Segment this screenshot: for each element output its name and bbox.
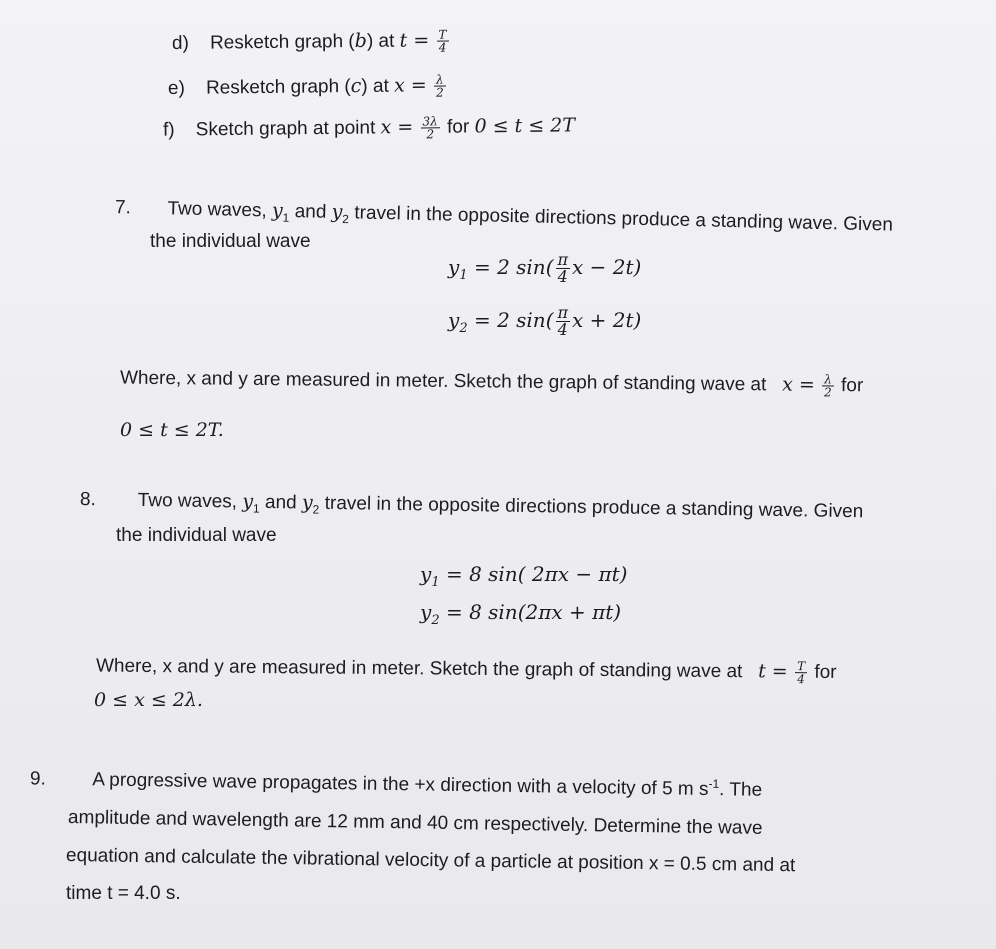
q7-line1-b: and xyxy=(289,200,332,223)
q8-line1 xyxy=(80,489,864,525)
item-e-frac-num: λ xyxy=(434,74,446,87)
q9-l4-a: time xyxy=(66,883,108,904)
q8-line1-c: travel in the opposite directions produce a standing wave. Given xyxy=(319,492,864,523)
item-e-text: Resketch graph ( xyxy=(205,76,351,99)
q7-eq1-sub: 1 xyxy=(459,268,468,283)
q7-cond-lhs: x = xyxy=(782,373,815,396)
q7-y1-sub: 1 xyxy=(282,210,290,225)
q9-line3: equation and calculate the vibrational velocity of a particle at position x = 0.5 cm and at xyxy=(65,845,796,877)
q7-for: for xyxy=(840,375,864,397)
item-e-fraction xyxy=(434,74,446,99)
q8-cond-fraction xyxy=(795,660,807,685)
item-f-frac-num: 3λ xyxy=(422,114,438,129)
q9-l4-c: s. xyxy=(160,883,181,904)
q9-line4 xyxy=(66,884,181,905)
q7-where xyxy=(120,366,864,399)
q8-line1-a: Two waves, xyxy=(137,489,243,513)
item-f-range: 0 ≤ t ≤ 2T xyxy=(474,114,576,138)
q8-y2: y xyxy=(301,491,313,514)
q8-y1-sub: 1 xyxy=(252,501,260,516)
q9-l1-sup: -1 xyxy=(708,776,720,791)
item-e-frac-den: 2 xyxy=(436,85,444,100)
q8-cond-lhs: t = xyxy=(758,660,788,683)
q8-y2-sub: 2 xyxy=(312,502,320,517)
item-f xyxy=(163,114,575,143)
q7-cond-frac-num: λ xyxy=(822,373,834,386)
q9-number: 9. xyxy=(29,768,47,790)
item-f-text2: for xyxy=(441,116,475,138)
q8-for: for xyxy=(814,661,837,683)
q8-cond-frac-num: T xyxy=(797,659,806,674)
item-d xyxy=(172,29,451,57)
q7-line1-c: travel in the opposite directions produce a standing wave. Given xyxy=(348,202,894,236)
q8-number: 8. xyxy=(79,489,97,511)
q8-cond-frac-den: 4 xyxy=(797,672,805,687)
item-d-fraction xyxy=(436,29,448,54)
item-e-label: e) xyxy=(167,77,186,99)
item-e-cond: x = xyxy=(393,74,427,97)
q8-eq1-sub: 1 xyxy=(431,575,440,590)
item-d-label: d) xyxy=(171,32,190,54)
q9-l1-a: A progressive wave propagates in the +x direction with a velocity of 5 m s xyxy=(92,769,709,800)
q7-eq1-a: = 2 sin( xyxy=(467,255,554,279)
q7-eq1-lhs: y xyxy=(448,255,460,279)
q7-y2: y xyxy=(331,200,343,224)
q8-line1-b: and xyxy=(259,491,303,514)
q8-line2: the individual wave xyxy=(116,525,277,546)
q8-eq2-sub: 2 xyxy=(431,613,440,628)
q7-eq2-fraction xyxy=(556,305,571,338)
q8-where xyxy=(96,654,837,685)
item-d-var: b xyxy=(354,29,367,53)
item-e-var: c xyxy=(350,74,362,98)
item-e-text2: ) at xyxy=(361,75,395,97)
q7-cond-fraction xyxy=(822,373,834,398)
q8-equation-1 xyxy=(420,562,627,590)
q9-line1 xyxy=(30,767,762,802)
q7-equation-1 xyxy=(448,252,641,285)
item-f-frac-den: 2 xyxy=(426,127,435,142)
q8-eq1-lhs: y xyxy=(420,562,432,586)
q7-line2: the individual wave xyxy=(150,231,311,252)
item-f-fraction xyxy=(420,115,440,140)
q7-eq1-frac-den: 4 xyxy=(557,267,568,286)
q7-eq2-frac-den: 4 xyxy=(557,320,568,339)
q7-eq1-fraction xyxy=(556,252,571,285)
q8-eq1-rest: = 8 sin( 2πx − πt) xyxy=(439,562,628,586)
q7-eq2-sub: 2 xyxy=(459,321,468,336)
q8-y1: y xyxy=(242,490,254,513)
item-d-frac-den: 4 xyxy=(438,40,447,55)
item-e xyxy=(168,74,448,102)
q7-eq2-frac-num: π xyxy=(557,303,569,322)
item-d-frac-num: T xyxy=(438,27,447,42)
q7-eq2-lhs: y xyxy=(448,308,460,332)
item-f-cond: x = xyxy=(380,116,414,139)
q7-line1-a: Two waves, xyxy=(167,198,273,222)
q8-eq2-rest: = 8 sin(2πx + πt) xyxy=(439,600,622,624)
q7-y1: y xyxy=(271,199,284,222)
item-d-text2: ) at xyxy=(366,30,400,52)
q7-y2-sub: 2 xyxy=(342,211,350,227)
q7-eq1-b: x − 2t) xyxy=(572,255,642,279)
q7-where-text: Where, x and y are measured in meter. Sketch the graph of standing wave at xyxy=(119,367,767,396)
q8-eq2-lhs: y xyxy=(420,600,432,624)
q7-eq1-frac-num: π xyxy=(557,250,569,269)
q7-equation-2 xyxy=(448,305,641,338)
q9-l1-b: . The xyxy=(718,779,763,801)
q7-eq2-b: x + 2t) xyxy=(572,308,642,332)
q7-range: 0 ≤ t ≤ 2T. xyxy=(120,419,224,441)
q7-eq2-a: = 2 sin( xyxy=(467,308,554,332)
item-d-text: Resketch graph ( xyxy=(209,31,355,54)
item-d-cond: t = xyxy=(399,29,430,52)
q7-number: 7. xyxy=(114,197,132,219)
item-f-label: f) xyxy=(162,119,175,141)
item-f-text: Sketch graph at point xyxy=(195,117,381,141)
q8-range: 0 ≤ x ≤ 2λ. xyxy=(94,689,203,711)
q8-equation-2 xyxy=(420,600,621,628)
q9-line2: amplitude and wavelength are 12 mm and 40 cm respectively. Determine the wave xyxy=(67,807,763,839)
q8-where-text: Where, x and y are measured in meter. Sketch the graph of standing wave at xyxy=(95,655,743,683)
q7-cond-frac-den: 2 xyxy=(823,385,832,400)
q9-l4-b: t = 4.0 xyxy=(107,883,161,904)
